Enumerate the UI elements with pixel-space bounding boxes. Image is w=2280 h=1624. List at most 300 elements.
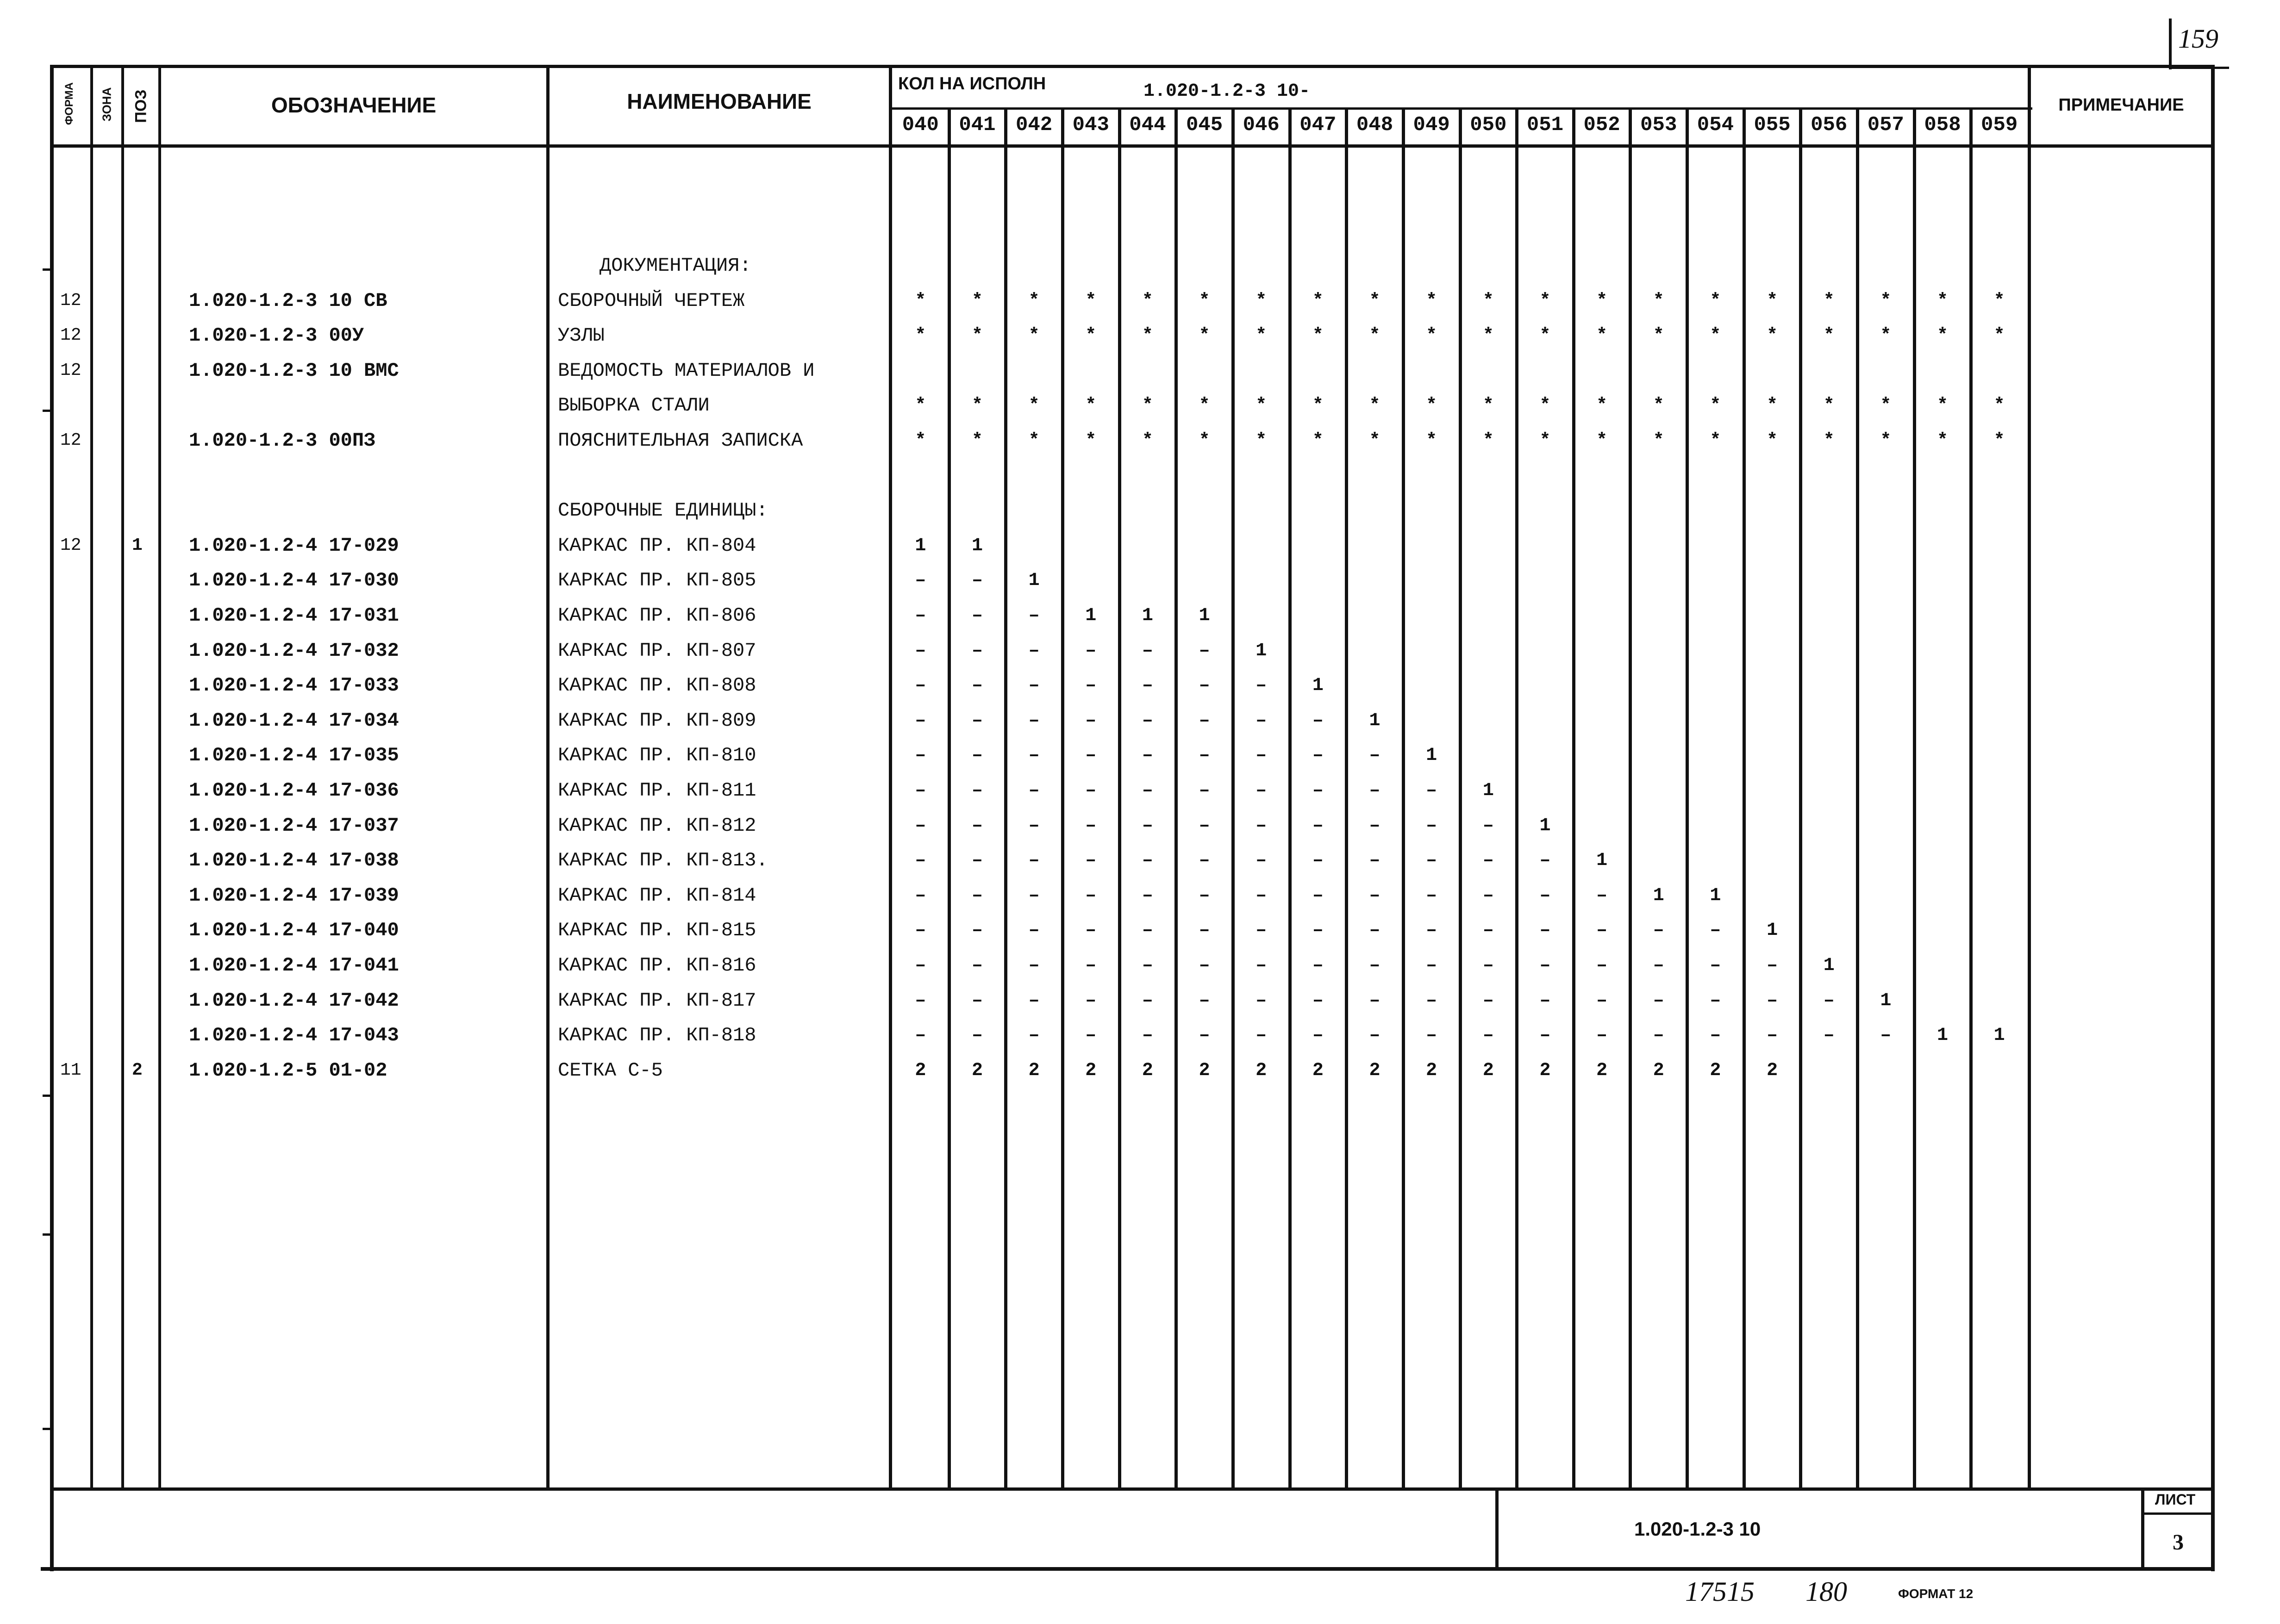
variant-cell: – — [915, 885, 926, 906]
col-header-zona: ЗОНА — [100, 87, 114, 122]
doc-base-number: 1.020-1.2-3 10- — [1143, 81, 1311, 102]
naimenovanie-cell: КАРКАС ПР. КП-816 — [558, 954, 756, 977]
naimenovanie-cell: КАРКАС ПР. КП-813. — [558, 849, 768, 872]
variant-cell: – — [915, 780, 926, 801]
variant-cell: * — [1596, 395, 1608, 417]
variant-cell: – — [971, 990, 983, 1011]
variant-cell: – — [1256, 815, 1267, 836]
variant-cell: – — [1028, 1025, 1040, 1046]
variant-cell: – — [971, 885, 983, 906]
variant-cell: * — [1085, 430, 1097, 451]
naimenovanie-cell: КАРКАС ПР. КП-809 — [558, 709, 756, 732]
variant-cell: – — [971, 570, 983, 591]
variant-cell: * — [1880, 430, 1892, 451]
variant-cell: – — [1482, 955, 1494, 976]
variant-cell: – — [1823, 990, 1835, 1011]
variant-cell: – — [915, 570, 926, 591]
variant-cell: – — [1880, 1025, 1892, 1046]
variant-cell: * — [1028, 325, 1040, 347]
variant-cell: – — [915, 605, 926, 626]
variant-cell: – — [1028, 815, 1040, 836]
variant-cell: – — [1142, 920, 1153, 941]
variant-cell: * — [971, 290, 983, 311]
variant-divider — [1799, 107, 1802, 1489]
variant-cell: – — [1482, 1025, 1494, 1046]
oboznachenie-cell: 1.020-1.2-4 17-039 — [189, 884, 399, 907]
variant-cell: * — [1937, 325, 1949, 347]
variant-cell: * — [1085, 325, 1097, 347]
variant-cell: – — [1085, 990, 1097, 1011]
variant-cell: – — [1369, 885, 1380, 906]
variant-cell: – — [971, 920, 983, 941]
variant-cell: – — [1312, 710, 1324, 731]
variant-cell: 1 — [1085, 605, 1097, 626]
naimenovanie-cell: КАРКАС ПР. КП-804 — [558, 534, 756, 557]
variant-cell: – — [1426, 955, 1437, 976]
variant-cell: * — [1256, 290, 1267, 311]
variant-cell: – — [1085, 640, 1097, 661]
variant-cell: 1 — [915, 535, 926, 556]
variant-cell: – — [1767, 1025, 1778, 1046]
variant-cell: * — [1767, 290, 1778, 311]
variant-cell: – — [1199, 745, 1210, 766]
variant-cell: * — [1142, 430, 1153, 451]
variant-cell: * — [1710, 430, 1721, 451]
variant-cell: – — [1028, 850, 1040, 871]
variant-cell: – — [971, 745, 983, 766]
variant-cell: – — [1142, 1025, 1153, 1046]
variant-cell: – — [1142, 990, 1153, 1011]
variant-cell: – — [1426, 990, 1437, 1011]
variant-cell: – — [1085, 710, 1097, 731]
variant-cell: – — [1482, 990, 1494, 1011]
variant-cell: 2 — [1312, 1060, 1324, 1081]
variant-cell: – — [1539, 885, 1551, 906]
variant-cell: – — [1085, 850, 1097, 871]
variant-cell: * — [1256, 430, 1267, 451]
variant-cell: * — [1823, 395, 1835, 417]
variant-cell: * — [1539, 325, 1551, 347]
variant-cell: – — [915, 920, 926, 941]
variant-cell: – — [1199, 640, 1210, 661]
variant-cell: * — [1653, 290, 1664, 311]
variant-cell: 1 — [1653, 885, 1664, 906]
naimenovanie-cell: СЕТКА С-5 — [558, 1059, 663, 1082]
forma-cell: 12 — [60, 325, 81, 346]
forma-cell: 12 — [60, 430, 81, 450]
variant-header-045: 045 — [1186, 113, 1223, 137]
variant-cell: – — [915, 990, 926, 1011]
variant-cell: – — [1199, 920, 1210, 941]
variant-cell: – — [1028, 990, 1040, 1011]
variant-header-044: 044 — [1129, 113, 1166, 137]
variant-cell: – — [1142, 780, 1153, 801]
variant-cell: 2 — [1767, 1060, 1778, 1081]
oboznachenie-cell: 1.020-1.2-4 17-031 — [189, 604, 399, 627]
variant-cell: * — [1369, 325, 1380, 347]
sheet-number: 3 — [2173, 1530, 2184, 1555]
variant-cell: 1 — [1312, 675, 1324, 697]
variant-cell: * — [1993, 290, 2005, 311]
variant-cell: * — [1482, 430, 1494, 451]
variant-cell: 2 — [1085, 1060, 1097, 1081]
variant-cell: * — [1482, 290, 1494, 311]
variant-cell: * — [1199, 325, 1210, 347]
variant-cell: * — [1312, 430, 1324, 451]
variant-cell: – — [971, 640, 983, 661]
variant-cell: – — [1596, 1025, 1608, 1046]
variant-cell: – — [1710, 990, 1721, 1011]
variant-cell: – — [1028, 780, 1040, 801]
variant-cell: * — [1710, 325, 1721, 347]
variant-cell: * — [1767, 430, 1778, 451]
variant-header-058: 058 — [1924, 113, 1961, 137]
variant-divider — [1743, 107, 1746, 1489]
variant-cell: * — [1767, 325, 1778, 347]
variant-cell: * — [1369, 290, 1380, 311]
variant-divider — [1969, 107, 1973, 1489]
variant-header-056: 056 — [1811, 113, 1848, 137]
variant-cell: – — [1142, 850, 1153, 871]
variant-cell: – — [1142, 710, 1153, 731]
variant-cell: * — [1596, 430, 1608, 451]
variant-cell: – — [1426, 850, 1437, 871]
variant-header-052: 052 — [1583, 113, 1620, 137]
variant-cell: * — [1199, 395, 1210, 417]
variant-cell: – — [971, 955, 983, 976]
oboznachenie-cell: 1.020-1.2-4 17-032 — [189, 639, 399, 662]
variant-header-050: 050 — [1470, 113, 1507, 137]
variant-cell: – — [1369, 920, 1380, 941]
naimenovanie-cell: КАРКАС ПР. КП-805 — [558, 569, 756, 592]
variant-cell: – — [1653, 1025, 1664, 1046]
variant-cell: * — [915, 395, 926, 417]
col-header-naimenovanie: НАИМЕНОВАНИЕ — [627, 89, 812, 113]
variant-cell: * — [1199, 430, 1210, 451]
variant-cell: * — [1142, 395, 1153, 417]
variant-cell: – — [1199, 885, 1210, 906]
variant-cell: * — [1710, 395, 1721, 417]
oboznachenie-cell: 1.020-1.2-4 17-037 — [189, 814, 399, 837]
variant-cell: – — [1142, 815, 1153, 836]
variant-divider — [1686, 107, 1689, 1489]
variant-cell: – — [971, 675, 983, 697]
poz-cell: 1 — [132, 535, 143, 555]
format-label: ФОРМАТ 12 — [1898, 1587, 1974, 1601]
variant-cell: * — [1993, 395, 2005, 417]
variant-header-057: 057 — [1867, 113, 1904, 137]
oboznachenie-cell: 1.020-1.2-4 17-034 — [189, 709, 399, 732]
variant-cell: – — [1199, 955, 1210, 976]
variant-cell: 1 — [971, 535, 983, 556]
variant-cell: 1 — [1028, 570, 1040, 591]
naimenovanie-cell: КАРКАС ПР. КП-807 — [558, 639, 756, 662]
naimenovanie-cell: СБОРОЧНЫЕ ЕДИНИЦЫ: — [558, 499, 768, 522]
variant-cell: * — [1482, 395, 1494, 417]
variant-cell: – — [971, 605, 983, 626]
handwritten-number: 180 — [1805, 1576, 1847, 1607]
variant-cell: – — [1085, 675, 1097, 697]
naimenovanie-cell: ПОЯСНИТЕЛЬНАЯ ЗАПИСКА — [558, 429, 803, 452]
variant-cell: 2 — [1482, 1060, 1494, 1081]
variant-cell: * — [1312, 325, 1324, 347]
variant-cell: – — [1256, 1025, 1267, 1046]
variant-cell: – — [1426, 815, 1437, 836]
variant-cell: * — [1596, 290, 1608, 311]
variant-cell: 1 — [1823, 955, 1835, 976]
page-number: 159 — [2178, 24, 2218, 54]
variant-cell: – — [1199, 710, 1210, 731]
variant-cell: 2 — [915, 1060, 926, 1081]
variant-cell: * — [1993, 430, 2005, 451]
variant-cell: 2 — [1426, 1060, 1437, 1081]
variant-cell: – — [1482, 920, 1494, 941]
variant-cell: – — [1596, 955, 1608, 976]
variant-cell: * — [1028, 290, 1040, 311]
variant-cell: * — [1369, 395, 1380, 417]
variant-header-040: 040 — [902, 113, 939, 137]
variant-cell: * — [1426, 325, 1437, 347]
naimenovanie-cell: КАРКАС ПР. КП-814 — [558, 884, 756, 907]
variant-cell: * — [1880, 325, 1892, 347]
variant-cell: * — [915, 325, 926, 347]
variant-header-049: 049 — [1413, 113, 1450, 137]
naimenovanie-cell: КАРКАС ПР. КП-818 — [558, 1024, 756, 1047]
variant-cell: – — [1199, 1025, 1210, 1046]
variant-cell: – — [1028, 920, 1040, 941]
variant-cell: * — [915, 430, 926, 451]
variant-cell: – — [1539, 920, 1551, 941]
variant-cell: – — [1256, 675, 1267, 697]
variant-cell: – — [1426, 780, 1437, 801]
oboznachenie-cell: 1.020-1.2-3 10 СВ — [189, 289, 387, 312]
variant-cell: – — [1539, 955, 1551, 976]
variant-cell: 1 — [1199, 605, 1210, 626]
variant-cell: – — [915, 815, 926, 836]
oboznachenie-cell: 1.020-1.2-4 17-035 — [189, 744, 399, 767]
variant-cell: – — [1426, 885, 1437, 906]
naimenovanie-cell: КАРКАС ПР. КП-810 — [558, 744, 756, 767]
variant-cell: – — [1312, 920, 1324, 941]
variant-cell: * — [1539, 395, 1551, 417]
variant-cell: – — [1369, 745, 1380, 766]
variant-cell: 1 — [1482, 780, 1494, 801]
variant-cell: 2 — [971, 1060, 983, 1081]
variant-cell: – — [915, 745, 926, 766]
variant-header-059: 059 — [1981, 113, 2018, 137]
variant-cell: – — [1199, 815, 1210, 836]
variant-divider — [1572, 107, 1575, 1489]
variant-cell: – — [1653, 990, 1664, 1011]
variant-divider — [1629, 107, 1632, 1489]
variant-cell: – — [971, 850, 983, 871]
variant-cell: * — [1993, 325, 2005, 347]
col-header-forma: ФОРМА — [63, 82, 75, 125]
variant-cell: – — [1823, 1025, 1835, 1046]
forma-cell: 12 — [60, 535, 81, 555]
variant-cell: – — [1085, 955, 1097, 976]
variant-header-046: 046 — [1243, 113, 1280, 137]
variant-cell: – — [1142, 885, 1153, 906]
variant-cell: * — [1937, 430, 1949, 451]
variant-cell: 1 — [1596, 850, 1608, 871]
variant-header-048: 048 — [1356, 113, 1393, 137]
variant-cell: * — [1482, 325, 1494, 347]
variant-cell: – — [1256, 780, 1267, 801]
variant-cell: – — [1539, 990, 1551, 1011]
oboznachenie-cell: 1.020-1.2-4 17-040 — [189, 919, 399, 942]
variant-cell: – — [1312, 955, 1324, 976]
oboznachenie-cell: 1.020-1.2-3 00У — [189, 324, 364, 347]
variant-cell: – — [1199, 850, 1210, 871]
variant-cell: 2 — [1710, 1060, 1721, 1081]
variant-cell: 2 — [1369, 1060, 1380, 1081]
variant-header-055: 055 — [1754, 113, 1791, 137]
variant-cell: * — [1823, 290, 1835, 311]
variant-cell: 2 — [1539, 1060, 1551, 1081]
title-doc-code: 1.020-1.2-3 10 — [1634, 1518, 1761, 1540]
variant-cell: 2 — [1142, 1060, 1153, 1081]
variant-cell: – — [1142, 640, 1153, 661]
variant-cell: * — [1142, 325, 1153, 347]
variant-cell: 1 — [1256, 640, 1267, 661]
oboznachenie-cell: 1.020-1.2-5 01-02 — [189, 1059, 387, 1082]
variant-cell: – — [1256, 710, 1267, 731]
variant-cell: – — [971, 780, 983, 801]
variant-cell: – — [1369, 955, 1380, 976]
naimenovanie-cell: ВЕДОМОСТЬ МАТЕРИАЛОВ И — [558, 359, 815, 382]
variant-cell: – — [1369, 990, 1380, 1011]
variant-cell: – — [1028, 605, 1040, 626]
variant-cell: – — [1482, 885, 1494, 906]
variant-cell: * — [915, 290, 926, 311]
variant-cell: * — [1256, 395, 1267, 417]
naimenovanie-cell: СБОРОЧНЫЙ ЧЕРТЕЖ — [558, 289, 745, 312]
col-header-poz: ПОЗ — [132, 89, 150, 123]
variant-cell: – — [1482, 850, 1494, 871]
variant-cell: * — [1199, 290, 1210, 311]
variant-cell: * — [1880, 290, 1892, 311]
variant-cell: * — [1426, 430, 1437, 451]
variant-cell: * — [1312, 395, 1324, 417]
variant-cell: 2 — [1199, 1060, 1210, 1081]
variant-cell: – — [1256, 955, 1267, 976]
variant-cell: 1 — [1142, 605, 1153, 626]
variant-cell: – — [1085, 815, 1097, 836]
variant-cell: * — [1880, 395, 1892, 417]
variant-cell: * — [1767, 395, 1778, 417]
forma-cell: 12 — [60, 290, 81, 311]
variant-cell: 1 — [1539, 815, 1551, 836]
variant-cell: * — [1028, 395, 1040, 417]
forma-cell: 12 — [60, 360, 81, 380]
variant-cell: * — [1596, 325, 1608, 347]
variant-cell: – — [1539, 1025, 1551, 1046]
poz-cell: 2 — [132, 1060, 143, 1080]
variant-cell: – — [1426, 920, 1437, 941]
variant-cell: – — [1142, 745, 1153, 766]
naimenovanie-cell: КАРКАС ПР. КП-812 — [558, 814, 756, 837]
variant-cell: – — [1653, 955, 1664, 976]
oboznachenie-cell: 1.020-1.2-4 17-033 — [189, 674, 399, 697]
oboznachenie-cell: 1.020-1.2-4 17-030 — [189, 569, 399, 592]
variant-header-043: 043 — [1072, 113, 1109, 137]
variant-cell: – — [1312, 850, 1324, 871]
oboznachenie-cell: 1.020-1.2-3 10 ВМС — [189, 359, 399, 382]
oboznachenie-cell: 1.020-1.2-4 17-041 — [189, 954, 399, 977]
variant-cell: * — [1142, 290, 1153, 311]
oboznachenie-cell: 1.020-1.2-3 00ПЗ — [189, 429, 376, 452]
variant-cell: – — [1256, 885, 1267, 906]
naimenovanie-cell: КАРКАС ПР. КП-817 — [558, 989, 756, 1012]
variant-cell: – — [915, 955, 926, 976]
col-header-primechanie: ПРИМЕЧАНИЕ — [2058, 95, 2184, 115]
variant-cell: – — [1767, 990, 1778, 1011]
oboznachenie-cell: 1.020-1.2-4 17-042 — [189, 989, 399, 1012]
variant-cell: – — [1596, 885, 1608, 906]
variant-cell: – — [1426, 1025, 1437, 1046]
variant-cell: – — [971, 1025, 983, 1046]
variant-cell: 1 — [1767, 920, 1778, 941]
variant-cell: – — [1028, 710, 1040, 731]
variant-cell: * — [1426, 290, 1437, 311]
frame-left — [50, 65, 54, 1571]
variant-cell: * — [1085, 290, 1097, 311]
variant-cell: * — [1539, 430, 1551, 451]
variant-cell: * — [1256, 325, 1267, 347]
variant-cell: – — [1085, 1025, 1097, 1046]
variant-cell: 1 — [1880, 990, 1892, 1011]
variant-cell: 2 — [1596, 1060, 1608, 1081]
variant-cell: * — [1369, 430, 1380, 451]
variant-cell: – — [1596, 920, 1608, 941]
variant-header-041: 041 — [959, 113, 996, 137]
frame-bottom — [41, 1567, 2215, 1571]
variant-cell: – — [1767, 955, 1778, 976]
col-header-kol-na-ispoln: КОЛ НА ИСПОЛН — [898, 74, 1046, 93]
inventory-number: 17515 — [1685, 1576, 1755, 1607]
variant-cell: * — [971, 325, 983, 347]
variant-cell: – — [1142, 675, 1153, 697]
variant-cell: – — [1256, 745, 1267, 766]
variant-cell: – — [1369, 815, 1380, 836]
variant-cell: – — [1256, 990, 1267, 1011]
variant-cell: – — [1028, 885, 1040, 906]
variant-cell: – — [1312, 885, 1324, 906]
variant-cell: – — [915, 1025, 926, 1046]
oboznachenie-cell: 1.020-1.2-4 17-029 — [189, 534, 399, 557]
variant-header-051: 051 — [1526, 113, 1564, 137]
variant-cell: * — [1937, 290, 1949, 311]
variant-cell: * — [1653, 395, 1664, 417]
naimenovanie-cell: КАРКАС ПР. КП-806 — [558, 604, 756, 627]
variant-cell: – — [1312, 815, 1324, 836]
variant-cell: – — [1199, 990, 1210, 1011]
variant-cell: – — [1085, 920, 1097, 941]
variant-cell: – — [1199, 780, 1210, 801]
naimenovanie-cell: КАРКАС ПР. КП-815 — [558, 919, 756, 942]
variant-cell: * — [1426, 395, 1437, 417]
variant-cell: – — [915, 675, 926, 697]
variant-divider — [1856, 107, 1859, 1489]
variant-cell: * — [1937, 395, 1949, 417]
variant-cell: – — [1710, 920, 1721, 941]
variant-cell: – — [971, 815, 983, 836]
variant-cell: – — [1710, 1025, 1721, 1046]
variant-header-042: 042 — [1016, 113, 1053, 137]
variant-cell: * — [1085, 395, 1097, 417]
variant-cell: – — [971, 710, 983, 731]
